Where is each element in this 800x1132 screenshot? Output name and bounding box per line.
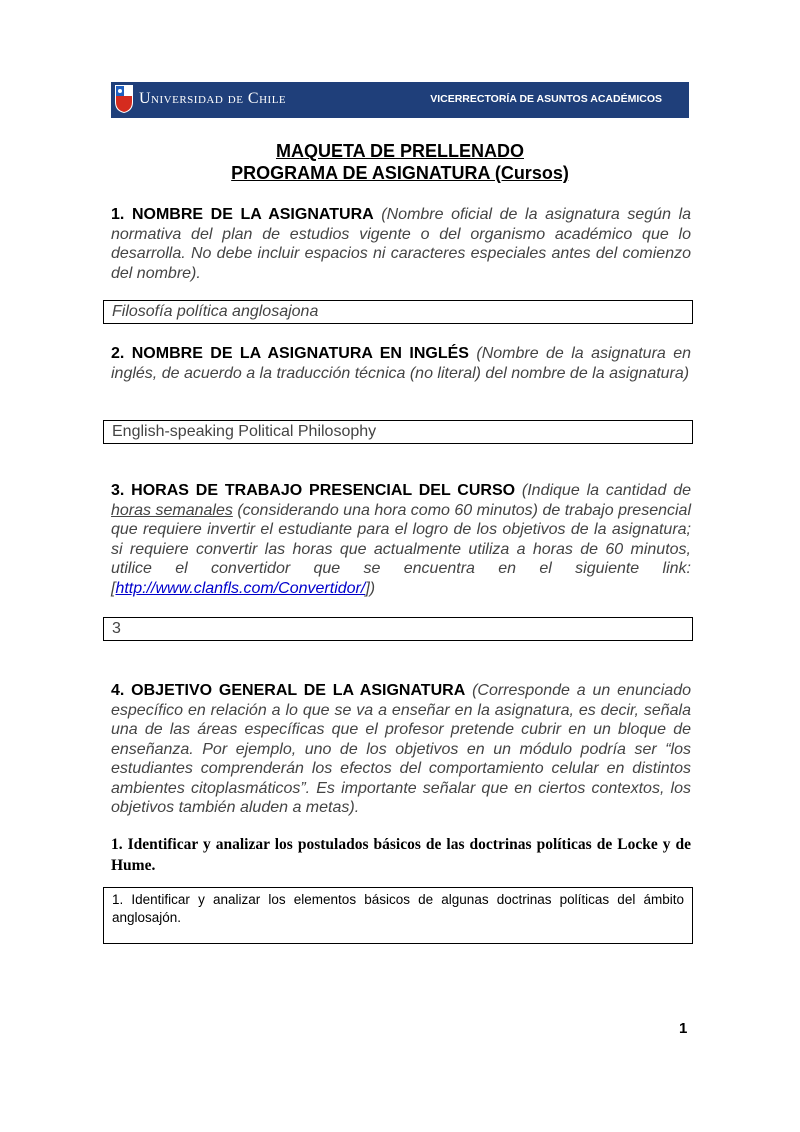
section3-answer-box[interactable] xyxy=(103,617,693,641)
document-title-line1: MAQUETA DE PRELLENADO xyxy=(275,141,524,161)
document-title-line2: PROGRAMA DE ASIGNATURA (Cursos) xyxy=(231,163,569,183)
section4-heading: 4. OBJETIVO GENERAL DE LA ASIGNATURA xyxy=(111,682,466,699)
section4-answer-box[interactable] xyxy=(103,887,693,944)
section3-instructions-underlined: horas semanales xyxy=(111,501,233,519)
section2-description xyxy=(111,344,691,383)
section1-instructions: Nombre oficial de la asignatura según la normativa del plan de estudios vigente o del organismo académico que lo desarrolla. No debe incluir espacios ni caracteres especiales antes del comienzo del nombre). xyxy=(111,206,692,282)
university-name: Universidad de Chile xyxy=(139,90,287,107)
section3-heading: 3. HORAS DE TRABAJO PRESENCIAL DEL CURSO xyxy=(111,482,516,499)
section3-answer: 3 xyxy=(112,620,121,637)
section2-answer-box[interactable] xyxy=(103,420,693,444)
section3-description xyxy=(111,481,691,598)
section2-instructions: Nombre de la asignatura en inglés, de acuerdo a la traducción técnica (no literal) del nombre de la asignatura) xyxy=(111,345,692,382)
section1-paren: ( xyxy=(381,206,387,223)
section1-heading: 1. NOMBRE DE LA ASIGNATURA xyxy=(111,206,374,223)
header-banner xyxy=(111,82,689,118)
section2-paren: ( xyxy=(476,345,482,362)
section1-answer: Filosofía política anglosajona xyxy=(112,303,319,320)
converter-link[interactable]: http://www.clanfls.com/Convertidor/ xyxy=(115,579,366,597)
section2-answer: English-speaking Political Philosophy xyxy=(112,423,377,440)
section3-instructions-end: ]) xyxy=(365,579,376,597)
university-crest-icon xyxy=(114,84,134,114)
section1-answer-box[interactable] xyxy=(103,300,693,324)
section4-answer: 1. Identificar y analizar los elementos básicos de algunas doctrinas políticas del ámbito anglosajón. xyxy=(112,892,684,925)
office-name: VICERRECTORÍA DE ASUNTOS ACADÉMICOS xyxy=(430,93,662,105)
section4-description xyxy=(111,681,691,818)
section2-heading: 2. NOMBRE DE LA ASIGNATURA EN INGLÉS xyxy=(111,345,469,362)
section4-objective-text: 1. Identificar y analizar los postulados básicos de las doctrinas políticas de Locke y de Hume. xyxy=(111,836,691,874)
section3-instructions-pre: (Indique la cantidad de xyxy=(521,482,691,499)
section4-instructions: (Corresponde a un enunciado específico en relación a lo que se va a enseñar en la asignatura, es decir, señala una de las áreas específicas que el profesor pretende cubrir en un bloque de enseñanza. Por ejemplo, uno de los objetivos en un módulo podría ser “los estudiantes comprenderán los efectos del comportamiento celular en distintos ambientes citoplasmáticos”. Es importante señalar que en ciertos contextos, los objetivos también aluden a metas). xyxy=(111,682,691,816)
page-number: 1 xyxy=(679,1020,688,1037)
section3-instructions-post: (considerando una hora como 60 minutos) de trabajo presencial que requiere invertir el estudiante para el logro de los objetivos de la asignatura; si requiere convertir las horas que actualmente utiliza a horas de 60 minutos, utilice el convertidor que se encuentra en el siguiente link: [ xyxy=(111,501,692,597)
section1-description xyxy=(111,205,691,283)
